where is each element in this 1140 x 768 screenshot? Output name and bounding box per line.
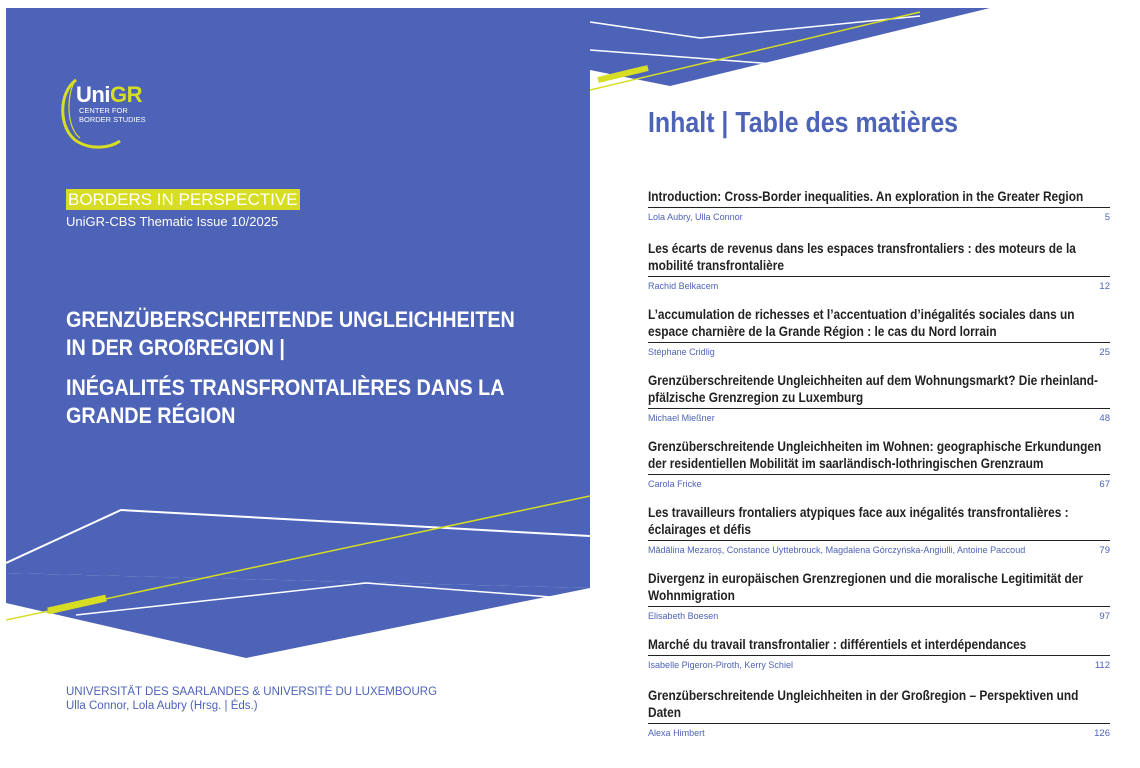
cover-title-fr: INÉGALITÉS TRANSFRONTALIÈRES DANS LA GRANDE RÉGION bbox=[66, 375, 504, 428]
toc-entry-title: Grenzüberschreitende Ungleichheiten in der Großregion – Perspektiven und Daten bbox=[648, 688, 1079, 720]
toc-entry-page: 79 bbox=[1099, 545, 1110, 556]
toc-entry-authors: Alexa Himbert bbox=[648, 728, 705, 739]
toc-entry-authors: Rachid Belkacem bbox=[648, 281, 719, 292]
toc-entry-page: 25 bbox=[1099, 347, 1110, 358]
toc-entry-title: Les travailleurs frontaliers atypiques face aux inégalités transfrontalières : éclairages et défis bbox=[648, 505, 1069, 537]
toc-entry-title: Divergenz in europäischen Grenzregionen und die moralische Legitimität der Wohnmigration bbox=[648, 571, 1084, 603]
toc-entry-title: Grenzüberschreitende Ungleichheiten auf dem Wohnungsmarkt? Die rheinland-pfälzische Grenzregion zu Luxemburg bbox=[648, 373, 1098, 405]
toc-entry-title: Marché du travail transfrontalier : différentiels et interdépendances bbox=[648, 637, 1027, 652]
cover-title-de: GRENZÜBERSCHREITENDE UNGLEICHHEITEN IN DER GROßREGION | bbox=[66, 307, 515, 360]
toc-page bbox=[590, 8, 1130, 748]
toc-entry-authors: Isabelle Pigeron-Piroth, Kerry Schiel bbox=[648, 660, 793, 671]
universities-label: UNIVERSITÄT DES SAARLANDES & UNIVERSITÉ DU LUXEMBOURG bbox=[66, 686, 438, 698]
logo-word-gr: GR bbox=[109, 82, 142, 107]
toc-entry[interactable] bbox=[648, 687, 1110, 737]
toc-entry[interactable] bbox=[648, 636, 1110, 687]
toc-entry[interactable] bbox=[648, 438, 1110, 504]
toc-entry[interactable] bbox=[648, 504, 1110, 570]
toc-list bbox=[648, 188, 1110, 737]
cover-footer bbox=[66, 685, 437, 713]
series-label: BORDERS IN PERSPECTIVE bbox=[68, 190, 298, 209]
logo-subtitle: CENTER FOR BORDER STUDIES bbox=[79, 106, 146, 124]
toc-entry-page: 12 bbox=[1099, 281, 1110, 292]
toc-entry-authors: Michael Mießner bbox=[648, 413, 715, 424]
toc-entry-page: 48 bbox=[1099, 413, 1110, 424]
toc-entry-authors: Lola Aubry, Ulla Connor bbox=[648, 212, 743, 223]
logo-word-uni: Uni bbox=[76, 82, 110, 107]
issue-label: UniGR-CBS Thematic Issue 10/2025 bbox=[66, 214, 279, 229]
toc-entry-authors: Stéphane Cridlig bbox=[648, 347, 715, 358]
toc-entry[interactable] bbox=[648, 306, 1110, 372]
toc-entry[interactable] bbox=[648, 570, 1110, 636]
toc-heading: Inhalt | Table des matières bbox=[648, 107, 959, 139]
logo-wordmark bbox=[76, 82, 142, 108]
toc-entry[interactable] bbox=[648, 240, 1110, 306]
cover-title bbox=[66, 306, 516, 442]
toc-entry-title: L’accumulation de richesses et l’accentuation d’inégalités sociales dans un espace charnière de la Grande Région : le cas du Nord lorrain bbox=[648, 307, 1075, 339]
toc-entry[interactable] bbox=[648, 188, 1110, 240]
editors-label: Ulla Connor, Lola Aubry (Hrsg. | Éds.) bbox=[66, 700, 258, 712]
toc-entry-title: Grenzüberschreitende Ungleichheiten im Wohnen: geographische Erkundungen der residentiellen Mobilität im saarländisch-lothringischen Grenzraum bbox=[648, 439, 1102, 471]
cover-blue-wedge bbox=[6, 573, 590, 658]
toc-blue-wedge bbox=[590, 8, 990, 86]
toc-entry-page: 97 bbox=[1099, 611, 1110, 622]
toc-entry-page: 67 bbox=[1099, 479, 1110, 490]
toc-entry-page: 112 bbox=[1094, 660, 1110, 671]
toc-entry-title: Les écarts de revenus dans les espaces transfrontaliers : des moteurs de la mobilité transfrontalière bbox=[648, 241, 1076, 273]
toc-entry-authors: Mădălina Mezaroș, Constance Uyttebrouck, Magdalena Górczyńska-Angiulli, Antoine Paccoud bbox=[648, 545, 1026, 556]
toc-entry-authors: Elisabeth Boesen bbox=[648, 611, 719, 622]
cover-page bbox=[6, 8, 590, 725]
toc-entry-page: 5 bbox=[1104, 212, 1110, 223]
toc-entry-authors: Carola Fricke bbox=[648, 479, 702, 490]
toc-entry-title: Introduction: Cross-Border inequalities. An exploration in the Greater Region bbox=[648, 189, 1084, 204]
toc-entry[interactable] bbox=[648, 372, 1110, 438]
toc-entry-page: 126 bbox=[1094, 728, 1110, 739]
